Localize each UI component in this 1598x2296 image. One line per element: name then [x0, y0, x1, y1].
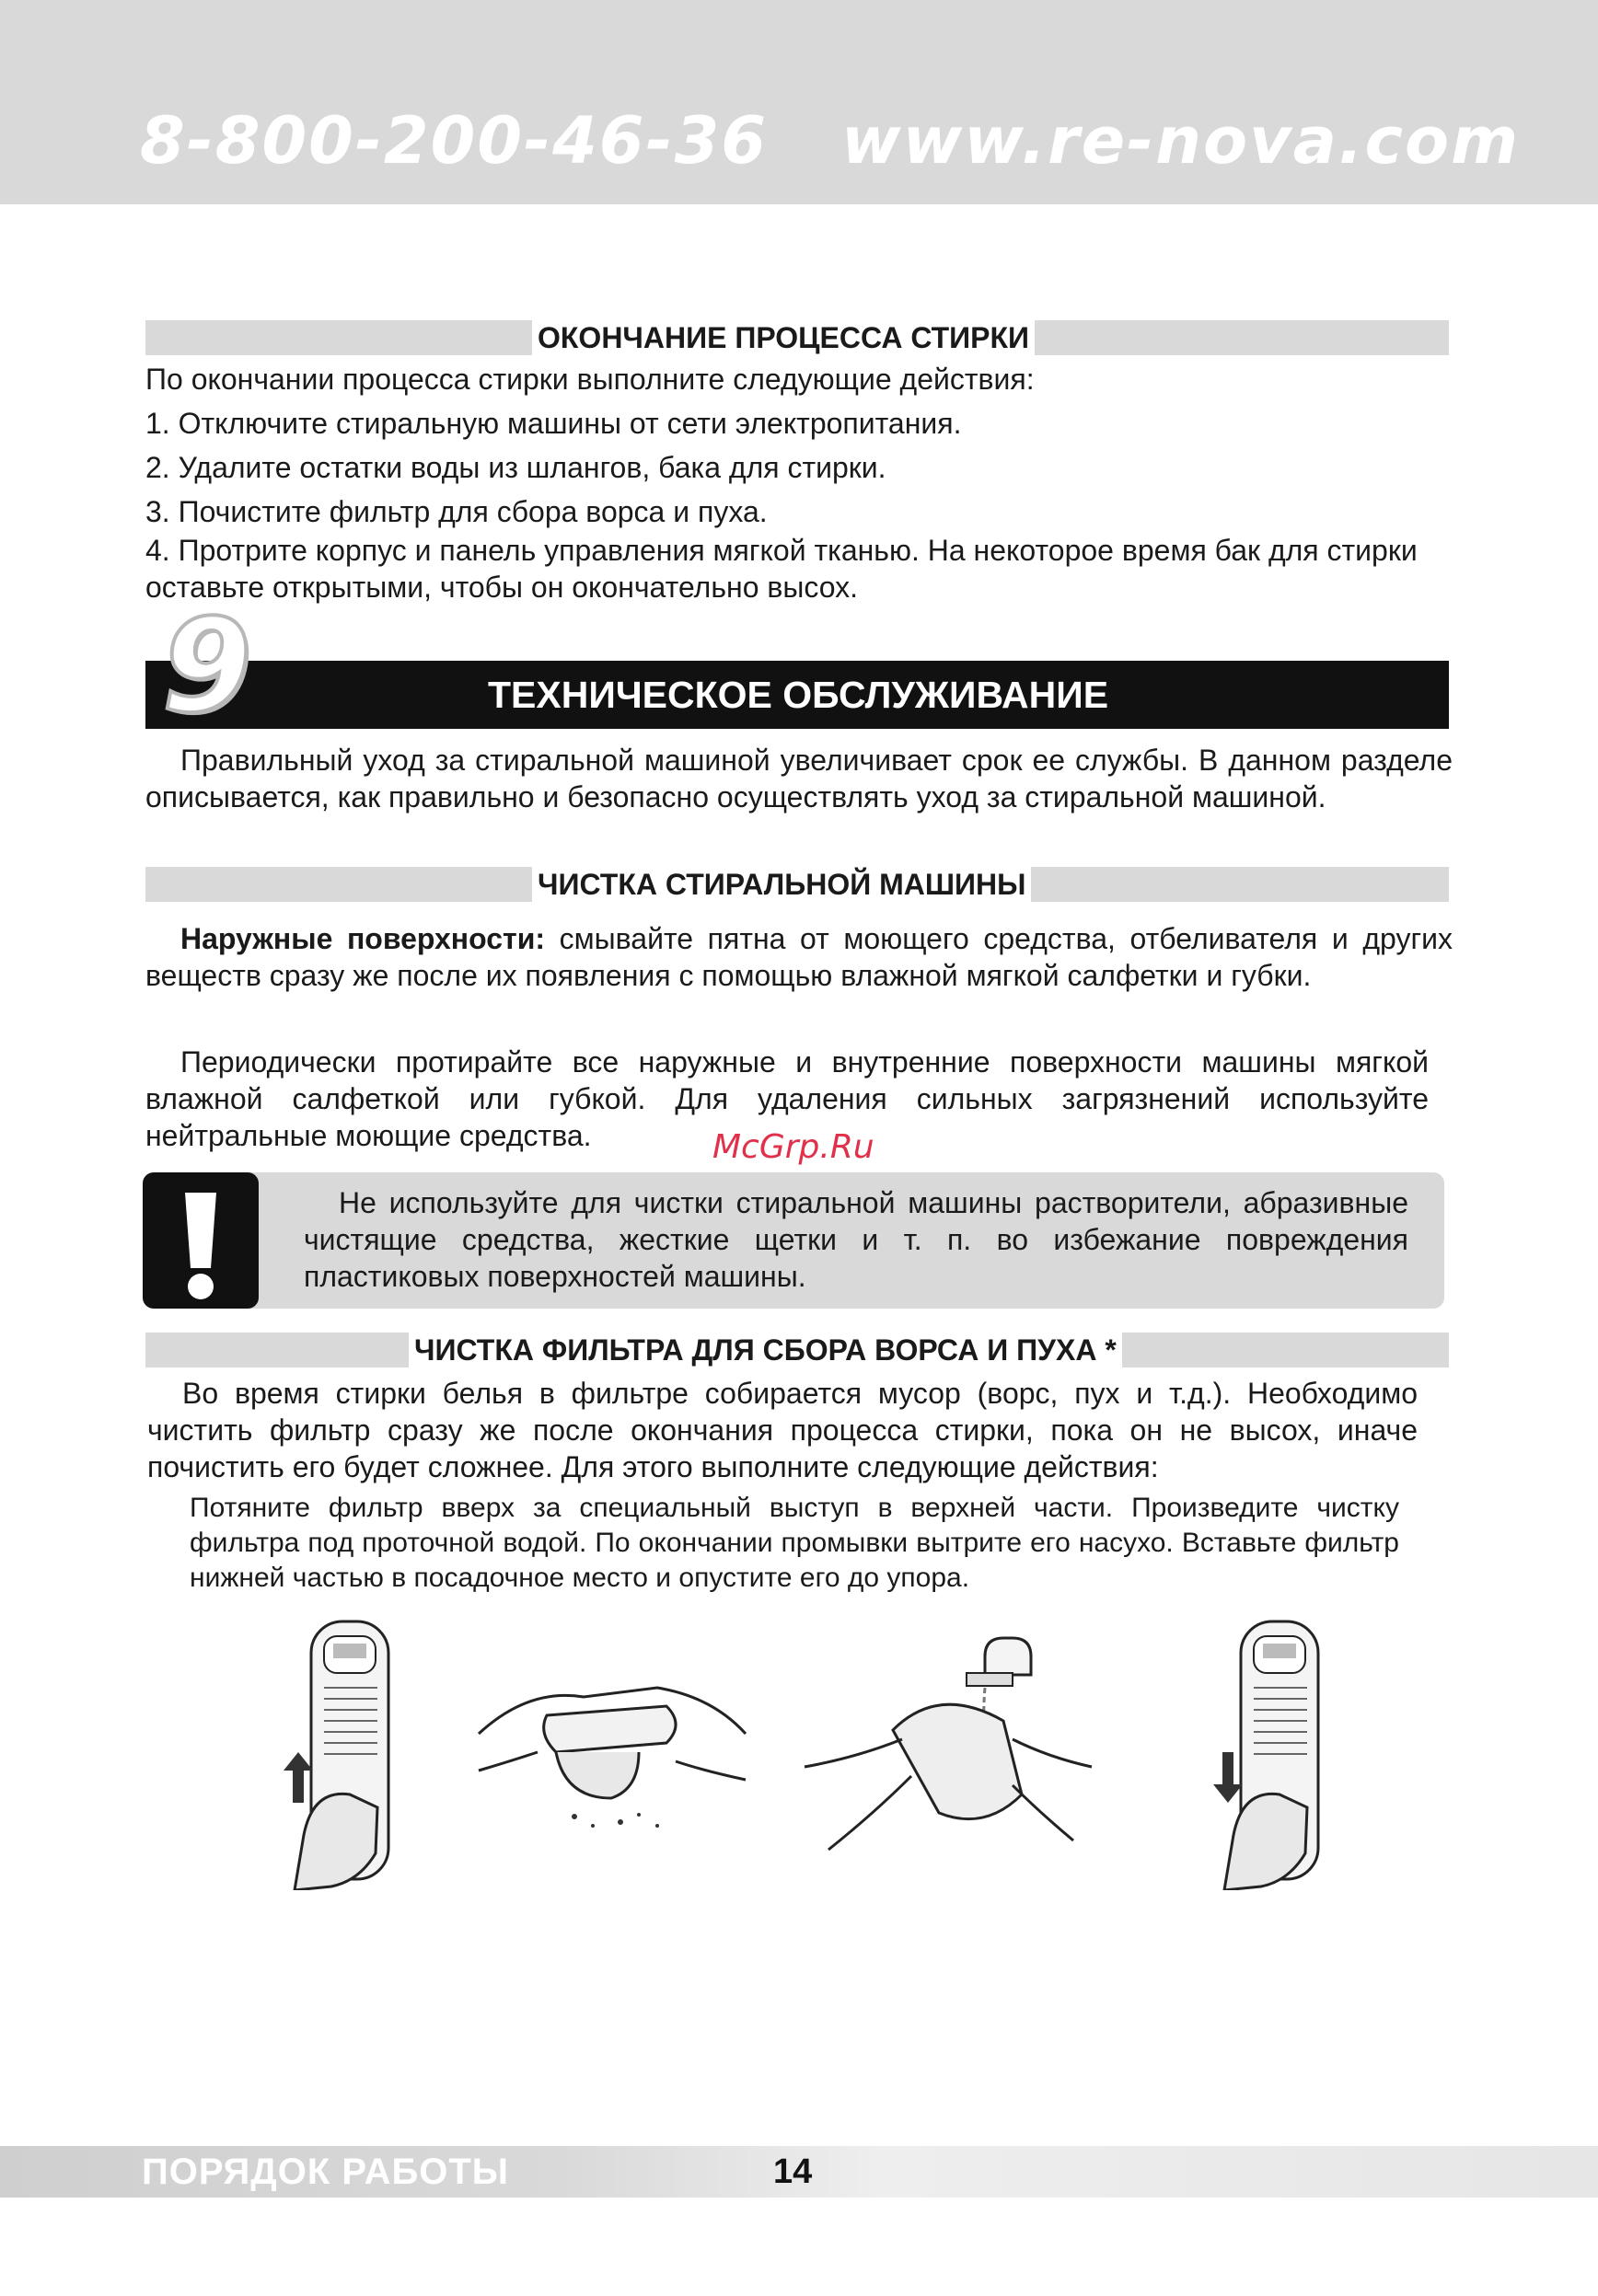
section-bar-machine-cleaning	[145, 867, 1449, 902]
filter-rinse-illustration	[801, 1629, 1095, 1868]
outer-surfaces-label: Наружные поверхности:	[180, 922, 546, 955]
footer-section-title: ПОРЯДОК РАБОТЫ	[142, 2152, 509, 2192]
step-1: 1. Отключите стиральную машины от сети электропитания.	[145, 407, 962, 440]
page-number: 14	[773, 2152, 813, 2191]
watermark: McGrp.Ru	[712, 1128, 874, 1166]
step-4: 4. Протрите корпус и панель управления мягкой тканью. На некоторое время бак для стирки оставьте открытыми, чтобы он окончательно высох.	[145, 534, 1418, 604]
filter-instructions: Потяните фильтр вверх за специальный выступ в верхней части. Произведите чистку фильтра под проточной водой. По окончании промывки вытрите его насухо. Вставьте фильтр нижней частью в посадочное место и опустите его до упора.	[190, 1493, 1399, 1593]
step-2: 2. Удалите остатки воды из шлангов, бака для стирки.	[145, 451, 886, 484]
step-3: 3. Почистите фильтр для сбора ворса и пуха.	[145, 495, 768, 528]
end-of-wash-intro: По окончании процесса стирки выполните следующие действия:	[145, 363, 1035, 396]
website-url: www.re-nova.com	[841, 103, 1521, 179]
chapter-title: ТЕХНИЧЕСКОЕ ОБСЛУЖИВАНИЕ	[488, 674, 1109, 716]
outer-surfaces-paragraph	[145, 920, 1453, 994]
warning-text: Не используйте для чистки стиральной машины растворители, абразивные чистящие средства, жесткие щетки и т. п. во избежание повреждения пластиковых поверхностей машины.	[304, 1186, 1408, 1293]
periodic-cleaning-paragraph: Периодически протирайте все наружные и внутренние поверхности машины мягкой влажной салфеткой или губкой. Для удаления сильных загрязнений используйте нейтральные моющие средства.	[145, 1045, 1429, 1152]
section-heading: ОКОНЧАНИЕ ПРОЦЕССА СТИРКИ	[532, 320, 1035, 355]
filter-pull-up-illustration	[276, 1614, 405, 1890]
hotline-phone: 8-800-200-46-36	[140, 103, 768, 179]
chapter-number: 9	[162, 592, 252, 742]
outer-surfaces-text: смывайте пятна от моющего средства, отбеливателя и других веществ сразу же после их появления с помощью влажной мягкой салфетки и губки.	[145, 922, 1453, 992]
section-bar-end-of-wash	[145, 320, 1449, 355]
exclamation-icon	[143, 1172, 259, 1309]
filter-insert-down-illustration	[1206, 1614, 1335, 1890]
header-band	[0, 0, 1598, 204]
chapter-intro: Правильный уход за стиральной машиной увеличивает срок ее службы. В данном разделе описывается, как правильно и безопасно осуществлять уход за стиральной машиной.	[145, 744, 1453, 813]
section-heading: ЧИСТКА СТИРАЛЬНОЙ МАШИНЫ	[532, 867, 1031, 902]
filter-intro: Во время стирки белья в фильтре собирается мусор (ворс, пух и т.д.). Необходимо чистить фильтр сразу же после окончания процесса стирки, пока он не высох, иначе почистить его будет сложнее. Для этого выполните следующие действия:	[147, 1377, 1418, 1483]
section-heading: ЧИСТКА ФИЛЬТРА ДЛЯ СБОРА ВОРСА И ПУХА *	[409, 1333, 1122, 1367]
filter-shake-illustration	[473, 1660, 749, 1844]
section-bar-filter-cleaning	[145, 1333, 1449, 1367]
